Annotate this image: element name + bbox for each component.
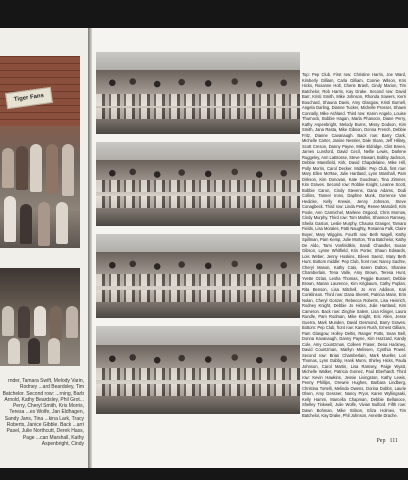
photo-row bbox=[96, 94, 300, 106]
person bbox=[48, 338, 60, 364]
photo-row bbox=[96, 384, 300, 396]
photo-ground bbox=[96, 119, 300, 134]
person bbox=[2, 306, 14, 336]
photo-row bbox=[96, 108, 300, 120]
page-number: 111 bbox=[389, 438, 398, 444]
pep-club-photo-2 bbox=[96, 142, 300, 226]
person bbox=[18, 306, 30, 338]
person bbox=[2, 148, 14, 188]
person bbox=[62, 144, 74, 196]
photo-captions: Top: Pep Club. First row: Christine Harris, Joe Ward, Kimberly Gilliam, Carla Gilliam, Connie Wilson, Kris Hicks, Roxanne Holt, Cherie Brash, Cindy Marion, Tim Batchelor, Rob Harris, Kay Drake. Second row: David Barr, Kristi Smith, Mike Johnson, Rhonda Sowers, Kerri Bouchard, Shauna Davis, Amy Glasgow, Kristi Burnell, Angela Darling, Dianne Tucker, Michelle Prosser, Shawn Connally, Mike Ashland. Third row: Karen Angelo, Louise Thurnock, Bobbie Hagan, Marla Phanoon, Diane Perry, Kathy Aspenbright, Melody Burns, Missy Dodson, Kim Smith, Jana Rasta, Mike Gibson, Donna French, Debbie Fritz, Dianne Cavanaugh. Back row: Barry Clark, Michelle Carter, Janine Nessler, Dale Sloan, Jeff Hillary, Scott Creson, Danny Payne, Mike Eldridge, Clint Breen, James Lunsford, David Cecil, Nellie Lewis, Darlene Ruggeley, Ann LaBrosse, Steve Stewart, Bobby Jackson, Debbie Mansfield, Kirk, David Chapdelaine, Mike Hill, Polly Morris, Carol Decker. Middle: Pep Club, first row: Mary Ellen McRae, Julie Hartland, Lynn Marshall, Pam Dirkson, Kim Donovan, Kate Goodman, Tina Zimmer, Kim Graves. Second row: Robbie Knight, Leanne Scott, Bobbie Caron, Cindy Stevens, Dana Adams, Dodi Collins, Tanner Irons, Daphne Munk, Dorrence Van Hedicke, Kelly Krewin, Jenny Johnson, Steve Conagbeck. Third row: Linda Petty, Renee Marsdell, Kim Poole, Ann Carmichel, Marlene Osgood, Chris Morrow, Cindy Murphy. Third row: Tom Mathis, Shannon Ramsey, Sheila Gaston, Leslie Murphy, Chauna Granger, Tamara Fields, Lisa Morales, Patti Naughty, Rosanna Falk, Claire Boyer, Mary Wiggins. Fourth row: Beth Nagell, Kathy Spillman, Pam Kemp, Julie Morton, Tina Batchelor, Kathy De Aldo, Tami Vonfeldtkin, Sandi Chandler, Susan Gibson, Lynne Whitfield, Kris Porter, Shaun Edwards, Lois Weber, Jenny Hoskins, Eileen Saenz, Mary Beth Hunt. Bottom middle: Pep Club, front row: Nancy Sachte, Cheryl Mason, Kathy Cato, Karen Dalton, Shanise Chamberlain, Tena Valle, Amy Brown, Teresa Hunt, Yvette Ozias, Lesha Thomas, Peggie Bussert, Debbie Brown, Marian Laurence, Kim Krigbaum, Cathy Poplan, Rita Benson, Lisa Mitchell, Jo Ann Addison, Kari Conklinson. Third row: Dana Skerett, Patricia Mann, Erin Nolan, Cheryl Gonzer, Rebecca Roberts, Lisa Heinrich, Rodney Knight, Debbie Jo Hicks, Julie Hartland, Kim Cameron. Back row: Zinghie Salem, Lisa Klinger, Laura Rundle, Pam Rodman, Mike Knight, Eric Allen, Jesse Guerra, Mark Munden, David Desmond, Barry Graves. Bottom: Pep Club, front row: Karen Rush, Ernest Gilliam, Pam Glasgow, Holley Deltis, Ranger Potts, Sean Bell, Donna Kavanaugh, Danny Payne, Kim Hazzard, Kandy Cole, Amy Countzman, Colleen Fraser, Dena Hackney, David Countzman, Marilyn Melissen, Cynthia Powel. Second row: Brian Chamberlain, Mark Mueller, Lori Thomas, Lynn Gabby, Hank Munn, Shirley Hicks, Paula Johnson, Carol Martin, Lisa Ramsey, Paige Wyatt, Michelle Walker, Patricia Gomez, Paul Eberhardt. Third row: Kevin Hawkins, Jessie Livingston, Kathy Lewis, Penny Phillips, Orewrie Hughes, Barbara Lindberg, Christina Tortelli, Melinda Owens, Dorina Dobbs, Laurie Olsen, Amy Gessner, Nancy Pryor, Karen Wyllingsaki, Kelly Hamm, Marcella Chapman, Debbie Bellanoce, Shelley Tinkwell, Julie Wolfe, Vivian Bulford. Fifth row: Dawn Bohman, Mike Stilson, Eliza Holmes, Tim Batchelor, Kay Drake, Phil Johnson, Annette Drache. bbox=[302, 72, 406, 418]
person bbox=[34, 306, 46, 336]
person bbox=[56, 202, 68, 244]
left-group-photo bbox=[0, 56, 80, 248]
person bbox=[4, 196, 16, 242]
person bbox=[20, 204, 32, 244]
group-members bbox=[0, 129, 80, 248]
left-second-photo bbox=[0, 268, 80, 366]
group-members bbox=[0, 305, 80, 366]
banner-sign: Tiger Fans bbox=[5, 87, 53, 109]
person bbox=[66, 306, 78, 338]
photo-row bbox=[96, 290, 300, 302]
photo-row bbox=[96, 196, 300, 208]
pep-club-photo-4 bbox=[96, 326, 300, 414]
person bbox=[8, 338, 20, 364]
right-page bbox=[92, 28, 408, 468]
person bbox=[16, 146, 28, 190]
left-page-caption: rnder, Tamara Swift, Melody Varin, Rodney ...ard Beardsley, Tim Batchelor. Second row: ...rning, Barb Arnold, Kathy Beardsley, Phil Grot... Perry, Cheryl Smith, Kris Morris, Teresa ...es Wolfe, Jan Eldhagen, Sandy Jans, Tina ...kina Lark, Tracy Roberts, Janice Gibble. Back ...arri Pasel, Julie Northcutt, Derek Hass, Page ...can Marshall, Kathy Aspenbright, Cindy bbox=[2, 378, 84, 447]
person bbox=[28, 338, 40, 364]
photo-ground bbox=[96, 303, 300, 318]
left-page bbox=[0, 28, 88, 468]
folio-label: Pep bbox=[376, 438, 386, 444]
page-folio bbox=[376, 438, 398, 444]
photo-ground bbox=[96, 211, 300, 226]
pep-club-photo-1 bbox=[96, 52, 300, 134]
photo-row bbox=[96, 274, 300, 286]
pep-club-photo-3 bbox=[96, 234, 300, 318]
photo-ground bbox=[96, 398, 300, 414]
person bbox=[46, 144, 58, 194]
person bbox=[38, 202, 50, 246]
person bbox=[30, 144, 42, 192]
person bbox=[50, 306, 62, 340]
photo-row bbox=[96, 368, 300, 380]
photo-row bbox=[96, 180, 300, 192]
